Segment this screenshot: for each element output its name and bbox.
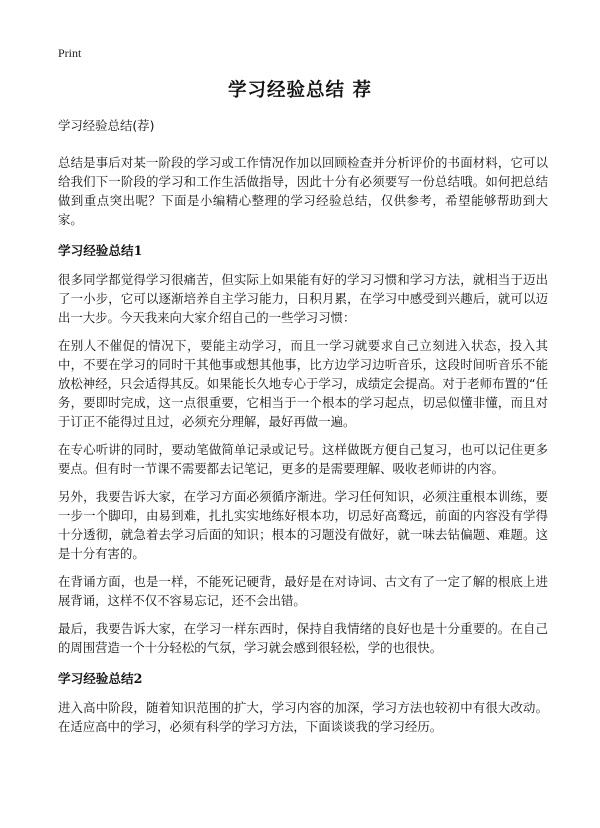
section1-paragraph: 另外，我要告诉大家，在学习方面必须循序渐进。学习任何知识，必须注重根本训练，要一步一个脚印，由易到难，扎扎实实地练好根本功，切忌好高鹜远，前面的内容没有学得十分透彻，就急着去学习后面的知识；根本的习题没有做好，就一味去钻偏题、难题。这是十分有害的。 bbox=[58, 489, 548, 561]
section-heading-2: 学习经验总结2 bbox=[58, 671, 143, 686]
print-link[interactable]: Print bbox=[58, 46, 82, 60]
section1-paragraph: 最后，我要告诉大家，在学习一样东西时，保持自我情绪的良好也是十分重要的。在自己的周围营造一个十分轻松的气氛，学习就会感到很轻松，学的也很快。 bbox=[58, 621, 548, 655]
intro-paragraph: 总结是事后对某一阶段的学习或工作情况作加以回顾检查并分析评价的书面材料，它可以给我们下一阶段的学习和工作生活做指导，因此十分有必须要写一份总结哦。如何把总结做到重点突出呢？下面是小编精心整理的学习经验总结，仅供参考，希望能够帮助到大家。 bbox=[58, 155, 548, 227]
section2-paragraph: 进入高中阶段，随着知识范围的扩大，学习内容的加深，学习方法也较初中有很大改动。在适应高中的学习，必须有科学的学习方法，下面谈谈我的学习经历。 bbox=[58, 700, 548, 734]
section1-paragraph: 在专心听讲的同时，要动笔做简单记录或记号。这样做既方便自己复习，也可以记住更多要点。但有时一节课不需要都去记笔记，更多的是需要理解、吸收老师讲的内容。 bbox=[58, 442, 548, 476]
article-body bbox=[58, 116, 548, 745]
section-heading-1: 学习经验总结1 bbox=[58, 243, 143, 258]
section1-paragraph: 在别人不催促的情况下，要能主动学习，而且一学习就要求自己立刻进入状态，投入其中，不要在学习的同时干其他事或想其他事，比方边学习边听音乐，这段时间听音乐不能放松神经，只会适得其反。如果能长久地专心于学习，成绩定会提高。对于老师布置的“任务，要即时完成，这一点很重要，它相当于一个根本的学习起点，切忌似懂非懂，而且对于订正不能得过且过，必须充分理解，最好再做一遍。 bbox=[58, 338, 548, 429]
article-subtitle: 学习经验总结(荐) bbox=[58, 118, 155, 133]
page-title: 学习经验总结 荐 bbox=[228, 80, 372, 101]
section1-paragraph: 在背诵方面，也是一样，不能死记硬背，最好是在对诗词、古文有了一定了解的根底上进展背诵，这样不仅不容易忘记，还不会出错。 bbox=[58, 574, 548, 608]
section1-paragraph: 很多同学都觉得学习很痛苦，但实际上如果能有好的学习习惯和学习方法，就相当于迈出了一小步，它可以逐渐培养自主学习能力，日积月累，在学习中感受到兴趣后，就可以迈出一大步。今天我来向大家介绍自己的一些学习习惯： bbox=[58, 272, 548, 325]
